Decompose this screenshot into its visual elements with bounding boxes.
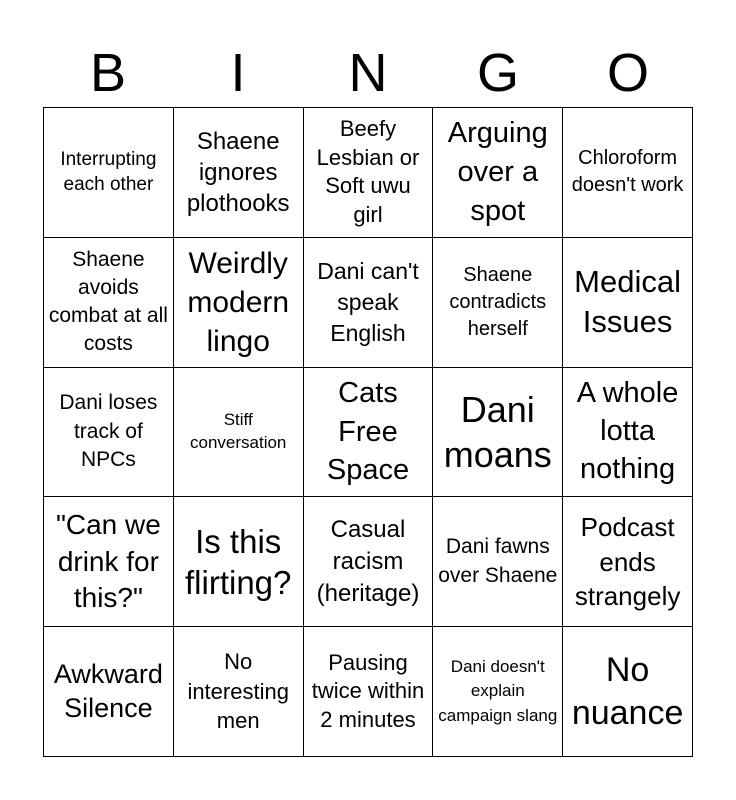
bingo-cell[interactable] (44, 238, 174, 368)
bingo-cell[interactable] (44, 108, 174, 238)
bingo-cell-text: Interrupting each other (60, 148, 157, 196)
bingo-cell[interactable] (44, 368, 174, 498)
bingo-cell-text: Casual racism (heritage) (316, 515, 420, 607)
bingo-cell[interactable] (174, 108, 304, 238)
bingo-cell-text: Cats Free Space (326, 376, 410, 487)
bingo-cell-text: No nuance (571, 651, 684, 732)
bingo-cell-text: Awkward Silence (53, 658, 163, 723)
bingo-cell-text: Weirdly modern lingo (187, 246, 290, 358)
bingo-grid (43, 107, 693, 757)
bingo-cell[interactable] (433, 627, 563, 757)
bingo-cell[interactable] (433, 108, 563, 238)
bingo-cell[interactable] (433, 238, 563, 368)
bingo-cell-text: Dani moans (443, 388, 552, 475)
header-letter-i: I (230, 43, 246, 103)
bingo-cell-text: Stiff conversation (190, 410, 287, 452)
bingo-cell[interactable] (563, 368, 693, 498)
bingo-cell[interactable] (563, 108, 693, 238)
bingo-cell-text: Shaene avoids combat at all costs (48, 248, 168, 356)
header-letter-b: B (89, 43, 127, 103)
bingo-cell-text: Medical Issues (574, 263, 681, 340)
bingo-cell-text: No interesting men (187, 649, 289, 734)
bingo-header (43, 38, 693, 108)
bingo-cell[interactable] (563, 238, 693, 368)
bingo-cell[interactable] (304, 627, 434, 757)
bingo-cell[interactable] (174, 627, 304, 757)
bingo-cell[interactable] (433, 497, 563, 627)
bingo-cell-text: Beefy Lesbian or Soft uwu girl (316, 116, 420, 227)
bingo-cell-text: Dani doesn't explain campaign slang (438, 656, 558, 725)
bingo-cell-text: Arguing over a spot (447, 116, 548, 227)
bingo-cell-text: A whole lotta nothing (576, 377, 679, 485)
bingo-cell[interactable] (433, 368, 563, 498)
bingo-cell-text: Is this flirting? (185, 522, 292, 601)
bingo-cell[interactable] (563, 627, 693, 757)
bingo-cell[interactable] (304, 497, 434, 627)
header-letter-g: G (476, 43, 519, 103)
bingo-cell-text: Shaene ignores plothooks (186, 127, 290, 217)
bingo-cell[interactable] (563, 497, 693, 627)
bingo-cell[interactable] (304, 108, 434, 238)
bingo-cell[interactable] (174, 368, 304, 498)
bingo-cell-text: Pausing twice within 2 minutes (311, 649, 425, 732)
bingo-cell[interactable] (44, 497, 174, 627)
bingo-cell-text: Dani loses track of NPCs (59, 391, 158, 472)
bingo-cell[interactable] (44, 627, 174, 757)
bingo-cell-text: Shaene contradicts herself (449, 263, 547, 340)
bingo-cell[interactable] (174, 238, 304, 368)
bingo-cell-text: "Can we drink for this?" (55, 509, 161, 613)
bingo-cell[interactable] (174, 497, 304, 627)
bingo-cell[interactable] (304, 368, 434, 498)
bingo-cell-text: Dani fawns over Shaene (438, 535, 558, 587)
bingo-cell-text: Podcast ends strangely (574, 511, 681, 612)
header-letter-o: O (606, 43, 649, 103)
bingo-cell[interactable] (304, 238, 434, 368)
bingo-cell-text: Chloroform doesn't work (571, 147, 684, 197)
bingo-cell-text: Dani can't speak English (317, 257, 419, 346)
header-letter-n: N (348, 43, 388, 103)
